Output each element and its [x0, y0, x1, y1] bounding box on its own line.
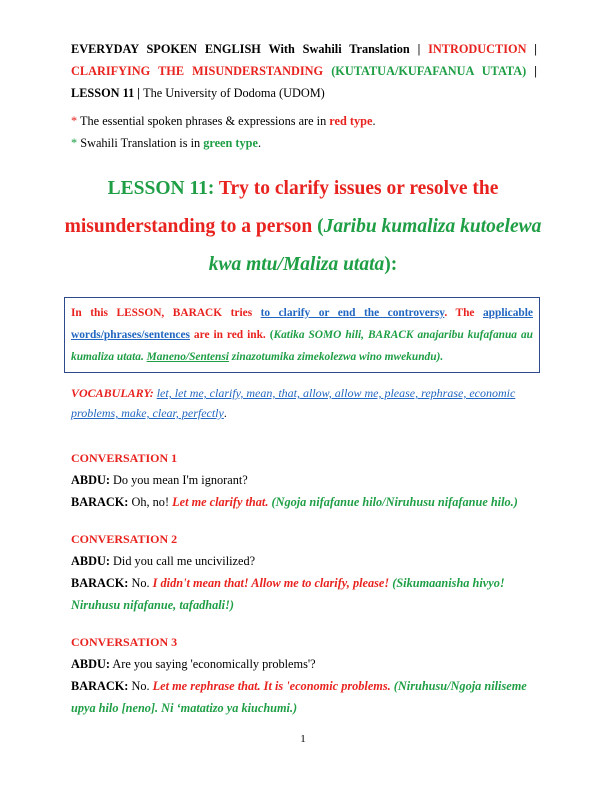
- box-barack: BARACK: [172, 307, 223, 319]
- key-phrase: Let me clarify that.: [172, 495, 269, 509]
- box-goal-link: to clarify or end the controversy: [260, 307, 445, 319]
- speaker-label: BARACK:: [71, 679, 129, 693]
- notes-list: [71, 110, 537, 154]
- note-end: .: [372, 114, 376, 128]
- vocabulary-words: let, let me, clarify, mean, that, allow, allow me, please, rephrase, economic problems, make, clear, perfectly: [71, 386, 516, 420]
- note-item: [71, 132, 537, 154]
- lesson-title-paren: ):: [384, 254, 398, 275]
- speaker-label: BARACK:: [71, 495, 129, 509]
- header-topic: CLARIFYING THE MISUNDERSTANDING: [71, 64, 324, 78]
- note-star: *: [71, 114, 78, 128]
- box-swahili-underlined: Maneno/Sentensi: [146, 351, 229, 363]
- header-lesson-number: LESSON 11: [71, 86, 135, 100]
- note-end: .: [257, 136, 262, 150]
- swahili-translation: (Niruhusu/Ngoja niliseme upya hilo [neno]. Ni ‘matatizo ya kiuchumi.): [71, 679, 527, 715]
- dialogue-line-abdu: [71, 469, 537, 491]
- conversation-1: [71, 447, 537, 513]
- box-text: In this LESSON,: [71, 307, 173, 319]
- box-applicable-link: applicable words/phrases/sentences: [71, 307, 533, 341]
- conversation-heading: CONVERSATION 3: [71, 635, 178, 649]
- speaker-text: No.: [128, 576, 153, 590]
- speaker-text: Are you saying 'economically problems'?: [109, 657, 316, 671]
- conversation-3: [71, 631, 537, 719]
- note-highlight-red: red type: [329, 114, 373, 128]
- vocabulary-colon: :: [149, 386, 157, 400]
- vocabulary-label: VOCABULARY: [71, 386, 150, 400]
- box-swahili: Katika SOMO hili, BARACK anajaribu kufafanua au kumaliza utata.: [71, 329, 533, 363]
- vocabulary: [71, 383, 537, 423]
- speaker-label: ABDU:: [71, 554, 110, 568]
- key-phrase: Let me rephrase that. It is 'economic problems.: [152, 679, 391, 693]
- conversation-heading: CONVERSATION 2: [71, 532, 178, 546]
- dialogue-line-abdu: [71, 653, 537, 675]
- header-separator: |: [526, 64, 537, 78]
- box-text: tries: [222, 307, 261, 319]
- header-topic-swahili: (KUTATUA/KUFAFANUA UTATA): [331, 64, 527, 78]
- document-header: [71, 38, 537, 104]
- box-text: . The: [444, 307, 483, 319]
- header-university: The University of Dodoma (UDOM): [143, 86, 325, 100]
- lesson-title-number: LESSON 11:: [107, 178, 215, 199]
- header-introduction: INTRODUCTION: [428, 42, 527, 56]
- speaker-label: ABDU:: [71, 657, 110, 671]
- lesson-description-box: [64, 297, 540, 373]
- note-star: *: [71, 136, 78, 150]
- lesson-title-paren: (: [317, 216, 324, 237]
- conversation-heading: CONVERSATION 1: [71, 451, 178, 465]
- speaker-text: Do you mean I'm ignorant?: [109, 473, 248, 487]
- speaker-text: No.: [128, 679, 153, 693]
- lesson-title-swahili: Jaribu kumaliza kutoelewa kwa mtu/Maliza utata: [208, 216, 542, 275]
- dialogue-line-abdu: [71, 550, 537, 572]
- swahili-translation: (Sikumaanisha hivyo! Niruhusu nifafanue, tafadhali!): [71, 576, 505, 612]
- vocabulary-end: .: [223, 406, 227, 420]
- note-item: [71, 110, 537, 132]
- header-course-title: EVERYDAY SPOKEN ENGLISH With Swahili Translation: [71, 42, 410, 56]
- page-number: 1: [300, 733, 306, 745]
- header-separator: |: [526, 42, 537, 56]
- lesson-title: [60, 170, 546, 284]
- speaker-label: ABDU:: [71, 473, 110, 487]
- conversation-2: [71, 528, 537, 616]
- box-text: are in red ink.: [189, 329, 266, 341]
- lesson-title-english: Try to clarify issues or resolve the misunderstanding to a person: [64, 178, 499, 237]
- dialogue-line-barack: [71, 491, 537, 513]
- box-swahili-end: zinazotumika zimekolezwa wino mwekundu).: [228, 351, 444, 363]
- header-separator: |: [409, 42, 429, 56]
- note-text: The essential spoken phrases & expressions are in: [77, 114, 330, 128]
- dialogue-line-barack: [71, 675, 537, 719]
- swahili-translation: (Ngoja nifafanue hilo/Niruhusu nifafanue hilo.): [268, 495, 518, 509]
- key-phrase: I didn't mean that! Allow me to clarify, please!: [152, 576, 390, 590]
- speaker-text: Did you call me uncivilized?: [109, 554, 256, 568]
- dialogue-line-barack: [71, 572, 537, 616]
- box-text: (: [265, 329, 274, 341]
- note-text: Swahili Translation is in: [77, 136, 204, 150]
- note-highlight-green: green type: [203, 136, 258, 150]
- header-separator: |: [134, 86, 144, 100]
- speaker-label: BARACK:: [71, 576, 129, 590]
- speaker-text: Oh, no!: [128, 495, 173, 509]
